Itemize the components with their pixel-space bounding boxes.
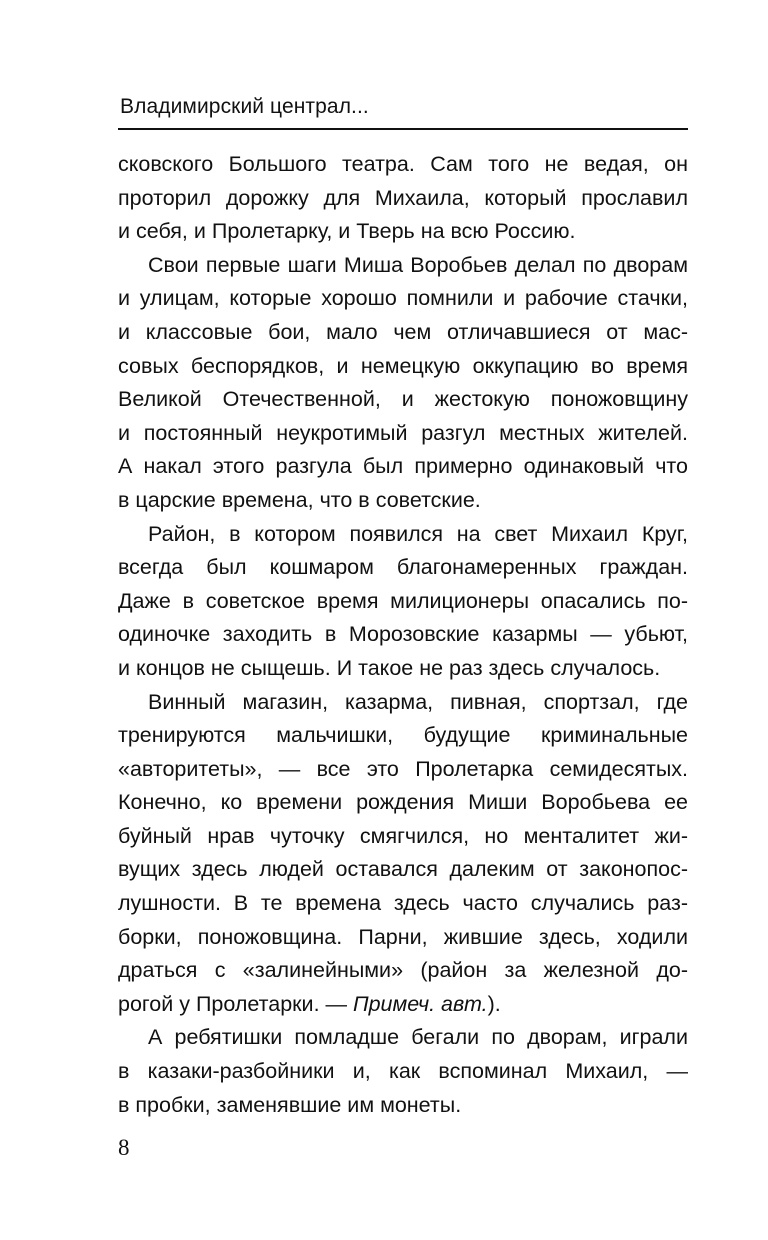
text-line: тренируются мальчишки, будущие криминальные <box>118 723 688 748</box>
text-segment: ). <box>487 991 501 1016</box>
text-line: совых беспорядков, и немецкую оккупацию во время <box>118 353 688 378</box>
text-line: буйный нрав чуточку смягчился, но менталитет жи- <box>118 823 688 848</box>
text-segment: рогой у Пролетарки. — <box>118 991 353 1016</box>
text-line: одиночке заходить в Морозовские казармы — убьют, <box>118 622 688 647</box>
text-line: и себя, и Пролетарку, и Тверь на всю Россию. <box>118 219 576 244</box>
text-line <box>118 988 688 1022</box>
header-rule <box>118 128 688 130</box>
text-line: Даже в советское время милиционеры опасались по- <box>118 588 688 613</box>
text-line: и классовые бои, мало чем отличавшиеся от мас- <box>118 319 688 344</box>
running-head-title: Владимирский централ... <box>120 95 369 118</box>
text-line: Великой Отечественной, и жестокую поножовщину <box>118 387 688 412</box>
text-line: А ребятишки помладше бегали по дворам, играли <box>148 1025 688 1050</box>
text-line: в царские времена, что в советские. <box>118 487 481 512</box>
text-line: вущих здесь людей оставался далеким от законопос- <box>118 857 688 882</box>
text-line: всегда был кошмаром благонамеренных граждан. <box>118 555 688 580</box>
italic-note: Примеч. авт. <box>353 991 488 1016</box>
text-line: Конечно, ко времени рождения Миши Воробьева ее <box>118 790 688 815</box>
text-line: сковского Большого театра. Сам того не ведая, он <box>118 152 688 176</box>
text-line: и концов не сыщешь. И такое не раз здесь случалось. <box>118 655 661 680</box>
text-line: Винный магазин, казарма, пивная, спортзал, где <box>148 689 688 714</box>
text-line: Свои первые шаги Миша Воробьев делал по дворам <box>148 252 688 277</box>
text-line: Район, в котором появился на свет Михаил Круг, <box>148 521 688 546</box>
text-line: лушности. В те времена здесь часто случались раз- <box>118 891 688 916</box>
text-line: А накал этого разгула был примерно одинаковый что <box>118 454 688 479</box>
text-line: и улицам, которые хорошо помнили и рабочие стачки, <box>118 286 688 311</box>
text-line: проторил дорожку для Михаила, который прославил <box>118 185 688 210</box>
text-line: в пробки, заменявшие им монеты. <box>118 1092 462 1117</box>
text-line: борки, поножовщина. Парни, жившие здесь, ходили <box>118 924 688 949</box>
text-line: и постоянный неукротимый разгул местных жителей. <box>118 420 688 445</box>
text-line: драться с «залинейными» (район за железной до- <box>118 958 688 983</box>
page-number: 8 <box>118 1135 130 1160</box>
body-text <box>118 148 688 1122</box>
text-line: в казаки-разбойники и, как вспоминал Михаил, — <box>118 1059 688 1084</box>
text-line: «авторитеты», — все это Пролетарка семидесятых. <box>118 756 688 781</box>
